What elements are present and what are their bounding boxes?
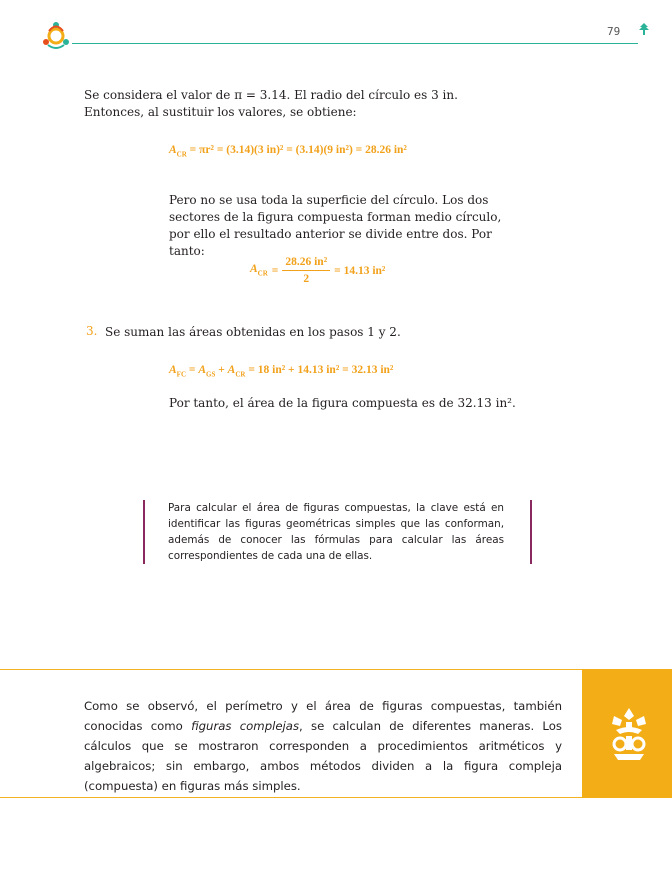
intro-paragraph — [84, 87, 554, 121]
eq3-rhs: = 18 in² + 14.13 in² = 32.13 in² — [248, 364, 394, 376]
eq3-b-sub: GS — [206, 370, 216, 379]
eq2-equals: = — [271, 264, 279, 277]
summary-text-italic: figuras complejas — [191, 719, 300, 733]
summary-text-start: Como se observó, el perímetro y el área de figuras compuestas, también conocidas como — [84, 699, 562, 733]
eq1-var: A — [169, 144, 177, 156]
hands-circle-logo-icon — [40, 20, 72, 52]
callout-right-bar — [530, 500, 532, 564]
tree-icon — [606, 706, 652, 762]
eq3-c-var: A — [227, 364, 236, 376]
total-area-equation — [169, 364, 393, 378]
fraction — [282, 256, 330, 285]
half-circle-paragraph: Pero no se usa toda la superficie del círculo. Los dos sectores de la figura compuesta forman medio círculo, por ello el resultado anterior se divide entre dos. Por tanto: — [169, 193, 502, 258]
conclusion-paragraph: Por tanto, el área de la figura compuesta es de 32.13 in². — [169, 396, 516, 410]
step-number: 3. — [86, 324, 98, 338]
eq3-b-var: A — [198, 364, 206, 376]
summary-text-end: , se calculan de diferentes maneras. Los cálculos que se mostraron corresponden a procedimientos aritméticos y algebraicos; sin embargo, ambos métodos dividen a la figura compleja (compuesta) en figuras más simples. — [84, 719, 562, 793]
tree-icon — [637, 22, 651, 36]
intro-line-1: Se considera el valor de π = 3.14. El radio del círculo es 3 in. — [84, 88, 458, 102]
band-bottom-rule — [0, 797, 582, 798]
eq2-result: = 14.13 in² — [334, 264, 386, 277]
half-circle-area-equation — [250, 256, 385, 285]
step-text: Se suman las áreas obtenidas en los pasos 1 y 2. — [105, 325, 401, 339]
callout-text: Para calcular el área de figuras compuestas, la clave está en identificar las figuras geométricas simples que las conforman, además de conocer las fórmulas para calcular las áreas correspondientes de cada una de ellas. — [168, 502, 504, 562]
intro-line-2: Entonces, al sustituir los valores, se obtiene: — [84, 105, 357, 119]
eq3-a-sub: FC — [176, 370, 187, 379]
header-rule — [72, 43, 638, 44]
summary-text — [84, 696, 562, 796]
fraction-numerator: 28.26 in² — [282, 256, 330, 271]
eq3-c-sub: CR — [235, 370, 246, 379]
callout-left-bar — [143, 500, 145, 564]
eq1-rhs: = πr² = (3.14)(3 in)² = (3.14)(9 in²) = 28.26 in² — [189, 144, 407, 156]
eq1-sub: CR — [176, 150, 187, 159]
eq3-equals: = — [188, 364, 196, 376]
fraction-denominator: 2 — [303, 273, 310, 285]
eq3-a-var: A — [169, 364, 177, 376]
band-top-rule — [0, 669, 582, 670]
eq2-sub: CR — [257, 269, 268, 278]
circle-area-equation — [169, 144, 407, 158]
page-number: 79 — [607, 25, 621, 38]
eq2-var: A — [250, 263, 258, 276]
eq3-plus: + — [218, 364, 225, 376]
